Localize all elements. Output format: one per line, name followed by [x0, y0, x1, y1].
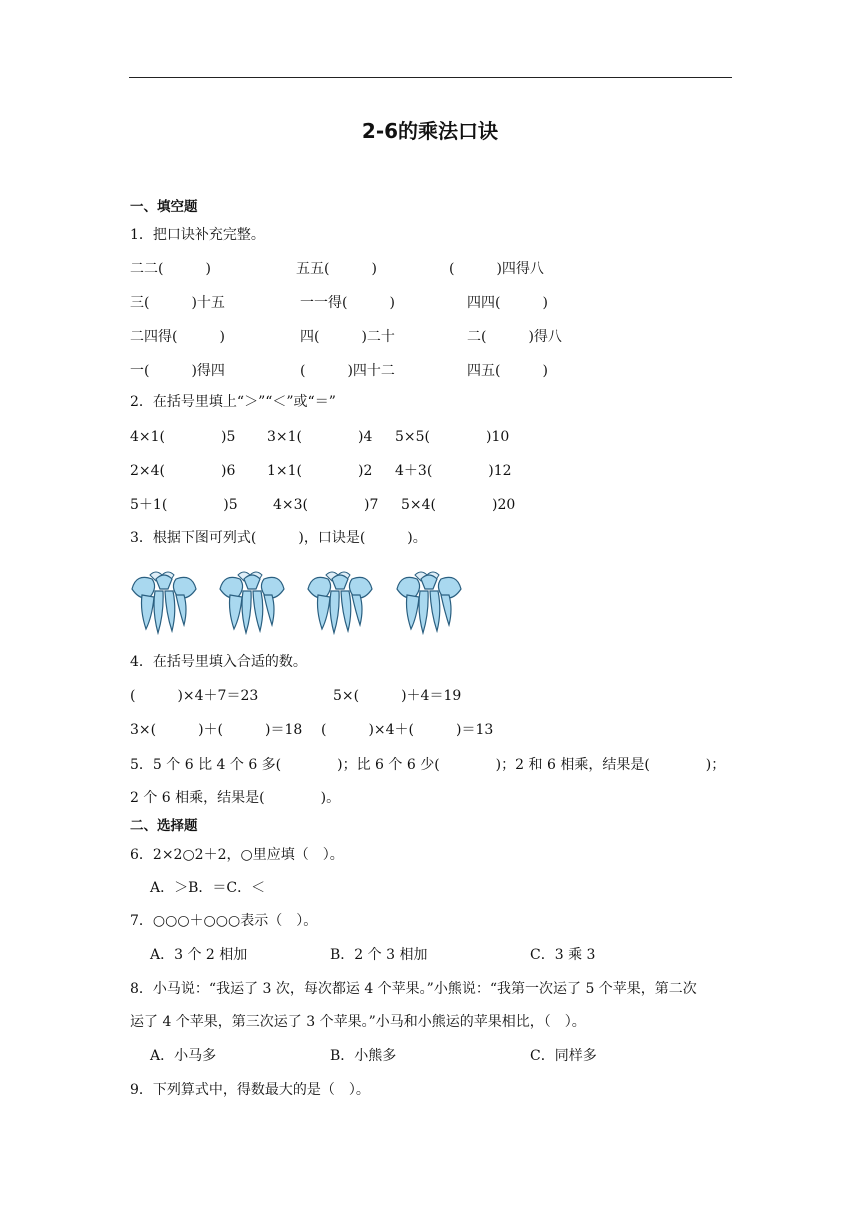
q1-item: 二( )得八 [467, 329, 562, 345]
q8-option-c: C．同样多 [530, 1048, 597, 1064]
q2-item: 3×1( )4 [267, 429, 373, 445]
q7-stem: 7．○○○＋○○○表示（ ）。 [130, 913, 318, 929]
pea-pod-image [304, 567, 376, 635]
q8-option-b: B．小熊多 [330, 1048, 397, 1064]
q2-item: 4×1( )5 [130, 429, 236, 445]
header-rule [129, 77, 732, 78]
q1-item: 一一得( ) [300, 295, 395, 311]
q8-option-a: A．小马多 [150, 1048, 217, 1064]
q7-option-b: B．2 个 3 相加 [330, 947, 428, 963]
q1-item: 五五( ) [296, 261, 377, 277]
q8-line: 8．小马说：“我运了 3 次，每次都运 4 个苹果。”小熊说：“我第一次运了 5 个苹果，第二次 [130, 981, 697, 997]
q2-stem: 2．在括号里填上“＞”“＜”或“＝” [130, 394, 336, 410]
q1-item: 三( )十五 [130, 295, 225, 311]
q2-item: 4＋3( )12 [395, 463, 512, 479]
q5-line: 5．5 个 6 比 4 个 6 多( )；比 6 个 6 少( )；2 和 6 相乘，结果是( )； [130, 757, 726, 773]
q4-item: 3×( )＋( )＝18 [130, 722, 303, 738]
q6-stem: 6．2×2○2＋2，○里应填（ ）。 [130, 847, 344, 863]
pea-pod-image [393, 567, 465, 635]
q4-stem: 4．在括号里填入合适的数。 [130, 654, 307, 670]
q1-item: 一( )得四 [130, 363, 225, 379]
q8-line: 运了 4 个苹果，第三次运了 3 个苹果。”小马和小熊运的苹果相比，（ ）。 [130, 1014, 586, 1030]
q7-option-a: A．3 个 2 相加 [150, 947, 248, 963]
section-heading-choice: 二、选择题 [130, 818, 198, 834]
q1-item: 二四得( ) [130, 329, 225, 345]
q2-item: 5×5( )10 [395, 429, 510, 445]
q2-item: 5×4( )20 [401, 497, 516, 513]
pea-pod-image [128, 567, 200, 635]
q5-line: 2 个 6 相乘，结果是( )。 [130, 790, 341, 806]
q4-item: ( )×4＋7＝23 [130, 688, 259, 704]
q2-item: 1×1( )2 [267, 463, 373, 479]
q3-stem: 3．根据下图可列式( )，口诀是( )。 [130, 530, 427, 546]
q9-stem: 9．下列算式中，得数最大的是（ ）。 [130, 1082, 370, 1098]
q2-item: 5＋1( )5 [130, 497, 238, 513]
q1-item: 四五( ) [467, 363, 548, 379]
q6-options: A．＞B．＝C．＜ [150, 880, 266, 896]
pea-pod-image [216, 567, 288, 635]
page-title: 2-6的乘法口诀 [361, 119, 499, 143]
q1-stem: 1．把口诀补充完整。 [130, 227, 265, 243]
section-heading-fill: 一、填空题 [130, 199, 198, 215]
q4-item: ( )×4＋( )＝13 [321, 722, 494, 738]
q1-item: 二二( ) [130, 261, 211, 277]
q4-item: 5×( )＋4＝19 [333, 688, 462, 704]
q1-item: ( )四得八 [449, 261, 544, 277]
q1-item: 四四( ) [467, 295, 548, 311]
q1-item: 四( )二十 [300, 329, 395, 345]
q2-item: 2×4( )6 [130, 463, 236, 479]
q2-item: 4×3( )7 [273, 497, 379, 513]
q1-item: ( )四十二 [300, 363, 395, 379]
q7-option-c: C．3 乘 3 [530, 947, 596, 963]
